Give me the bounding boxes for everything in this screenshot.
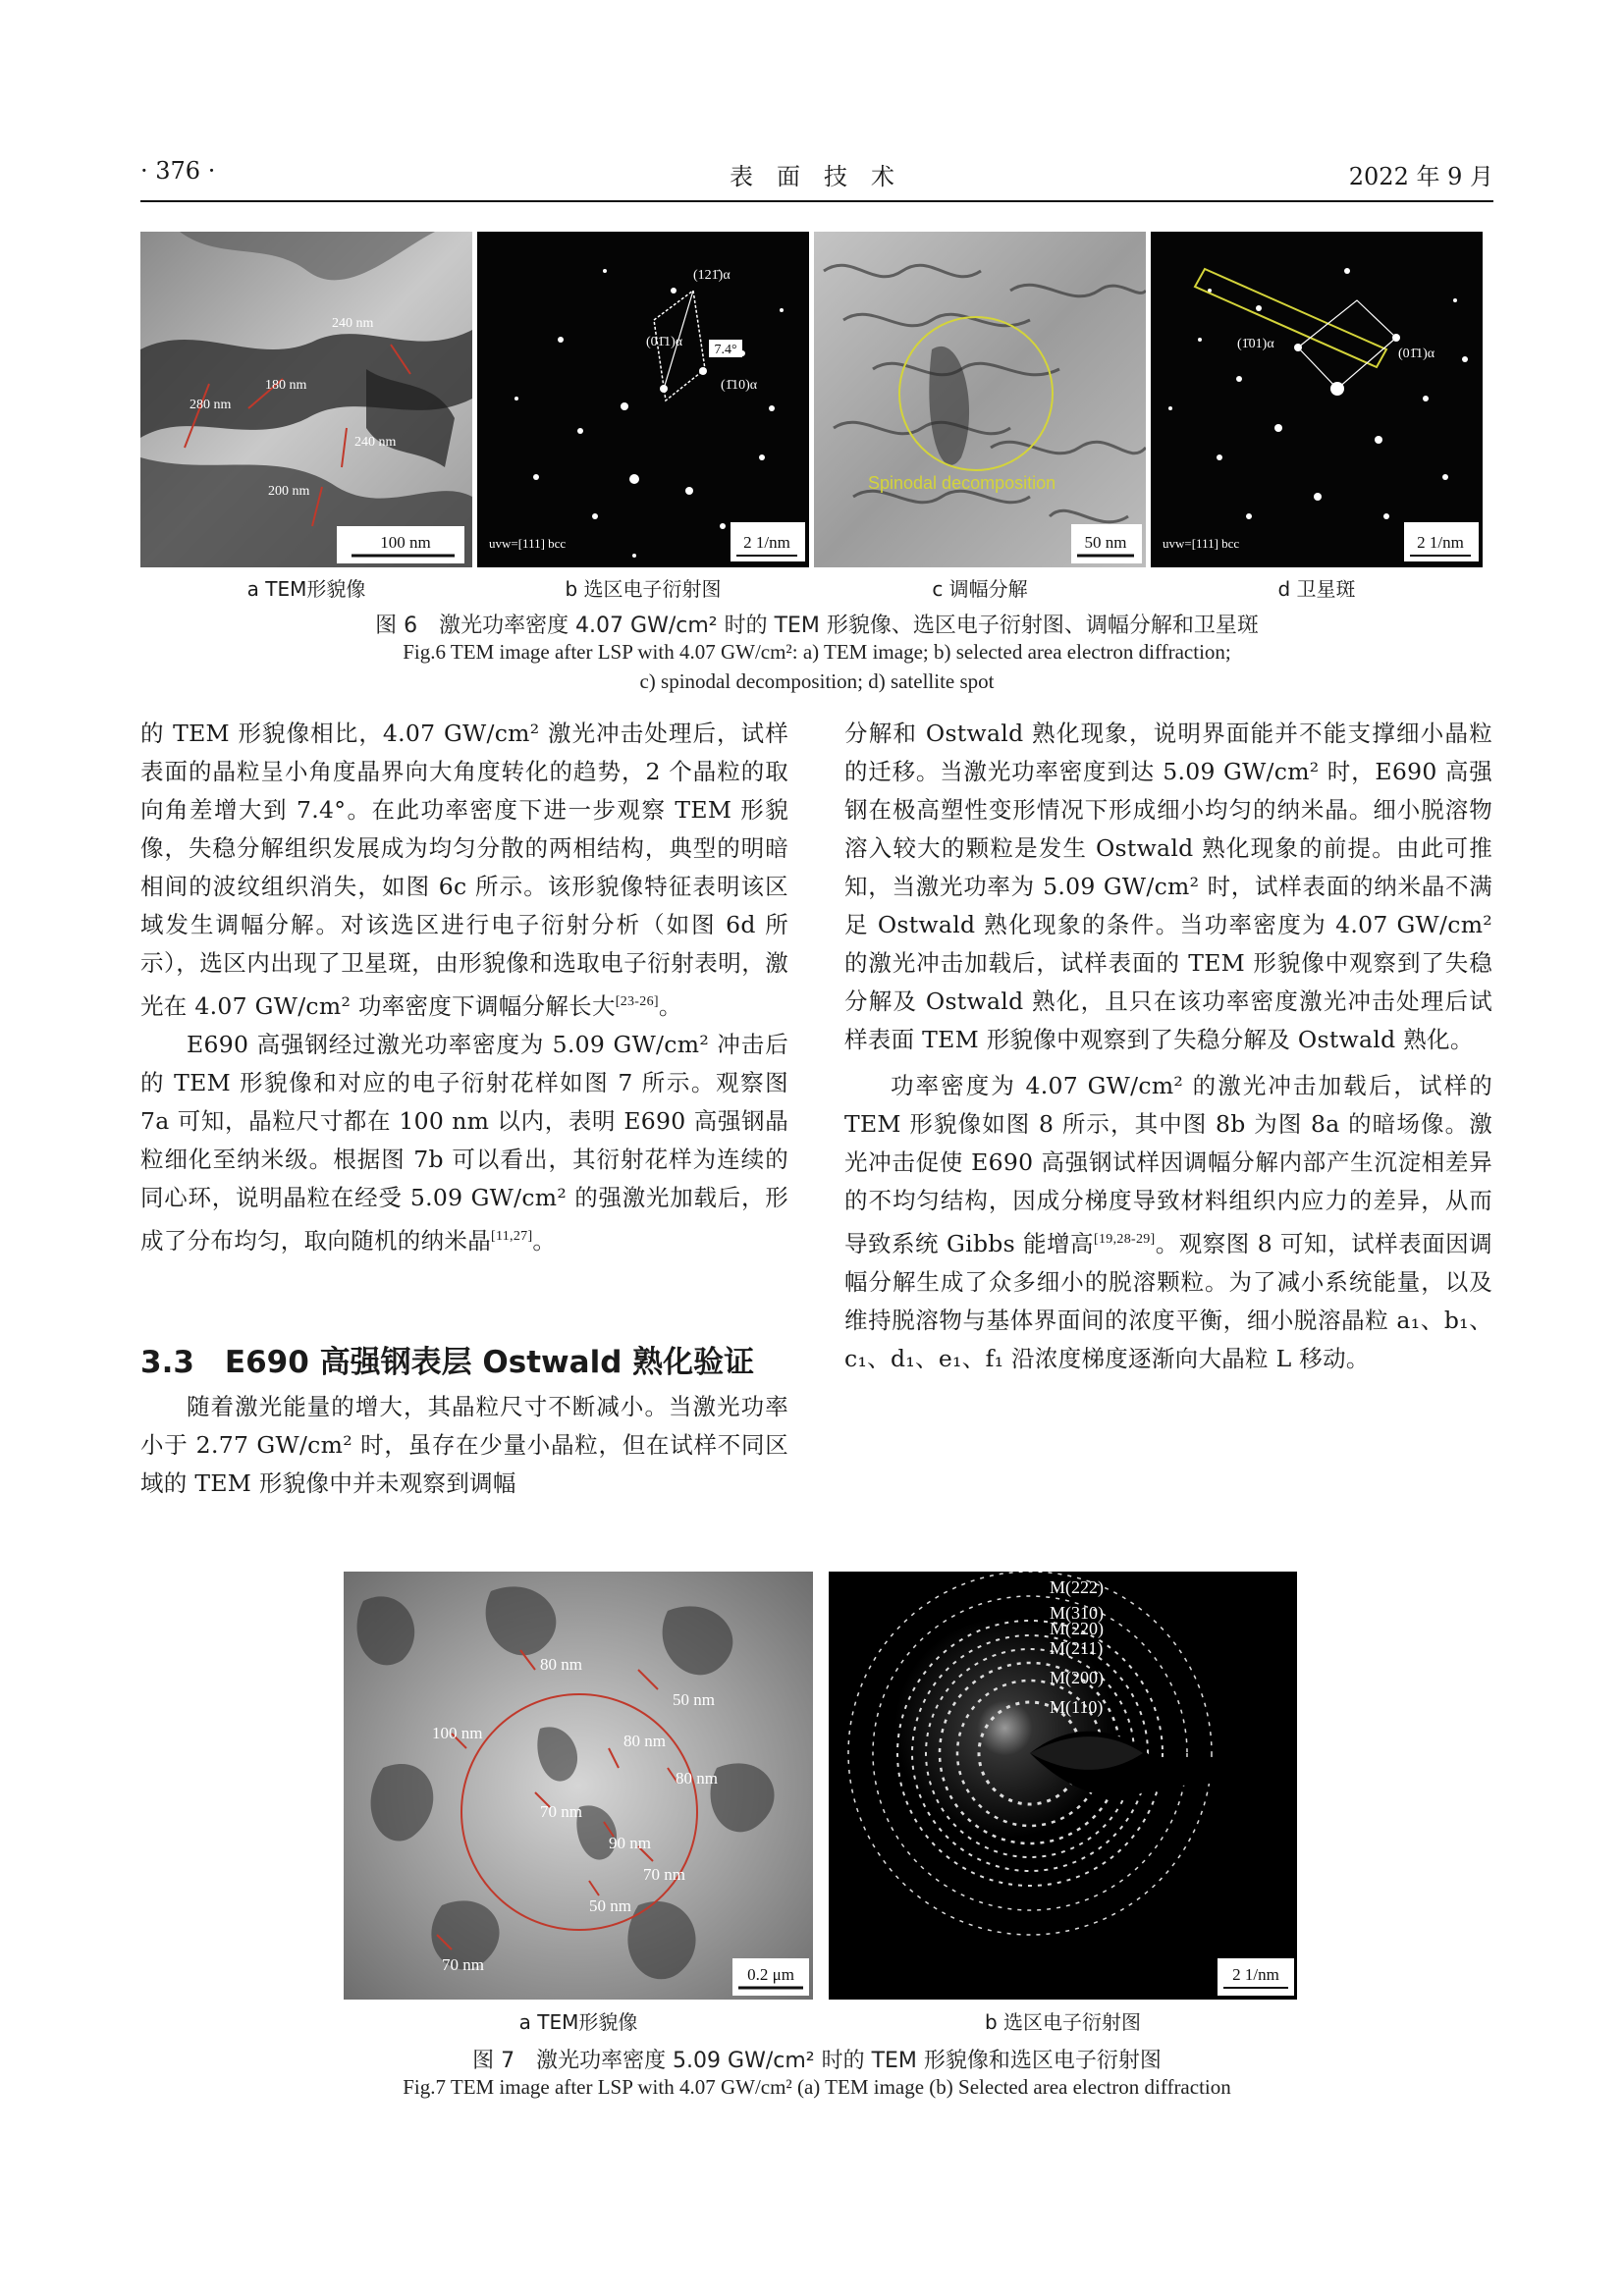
fig6-panel-a-tem-image bbox=[140, 232, 472, 567]
spinodal-annotation: Spinodal decomposition bbox=[868, 473, 1056, 493]
grain-size-label: 70 nm bbox=[442, 1955, 484, 1974]
page-number: · 376 · bbox=[140, 157, 216, 185]
grain-size-label: 280 nm bbox=[189, 398, 232, 412]
grain-size-label: 240 nm bbox=[332, 316, 374, 331]
fig6-panel-d-caption: d 卫星斑 bbox=[1277, 577, 1356, 601]
scale-label: 2 1/nm bbox=[1417, 533, 1464, 552]
fig7-panel-a-tem-image bbox=[344, 1572, 813, 2000]
grain-size-label: 200 nm bbox=[268, 484, 310, 499]
scale-label: 2 1/nm bbox=[1232, 1965, 1279, 1984]
scale-label: 50 nm bbox=[1084, 533, 1127, 552]
zone-axis: uvw=[111] bcc bbox=[1163, 536, 1240, 551]
grain-size-label: 50 nm bbox=[589, 1896, 631, 1915]
grain-size-label: 90 nm bbox=[609, 1834, 651, 1852]
fig7-caption-zh: 图 7 激光功率密度 5.09 GW/cm² 时的 TEM 形貌像和选区电子衍射图 bbox=[472, 2049, 1162, 2073]
spot-index: (1̄01)α bbox=[1237, 337, 1274, 351]
fig6-caption-en-line1: Fig.6 TEM image after LSP with 4.07 GW/cm²: a) TEM image; b) selected area electron diffraction; bbox=[403, 640, 1231, 664]
paragraph: 分解和 Ostwald 熟化现象，说明界面能并不能支撑细小晶粒的迁移。当激光功率密度到达 5.09 GW/cm² 时，E690 高强钢在极高塑性变形情况下形成细小均匀的纳米晶。细小脱溶物溶入较大的颗粒是发生 Ostwald 熟化现象的前提。由此可推知，当激光功率为 5.09 GW/cm² 时，试样表面的纳米晶不满足 Ostwald 熟化现象的条件。当功率密度为 4.07 GW/cm² 的激光冲击加载后，试样表面的 TEM 形貌像中观察到了失稳分解及 Ostwald 熟化，且只在该功率密度激光冲击处理后试样表面 TEM 形貌像中观察到了失稳分解及 Ostwald 熟化。 bbox=[844, 720, 1492, 1053]
paragraph: 随着激光能量的增大，其晶粒尺寸不断减小。当激光功率小于 2.77 GW/cm² 时，虽存在少量小晶粒，但在试样不同区域的 TEM 形貌像中并未观察到调幅 bbox=[140, 1393, 788, 1497]
fig6-panel-b-caption: b 选区电子衍射图 bbox=[565, 577, 722, 601]
fig7-panel-b-caption: b 选区电子衍射图 bbox=[984, 2010, 1142, 2034]
misorientation-angle: 7.4° bbox=[714, 343, 737, 357]
scale-label: 100 nm bbox=[380, 533, 431, 552]
grain-size-label: 70 nm bbox=[643, 1865, 685, 1884]
ring-index: M(220) bbox=[1050, 1619, 1104, 1638]
paragraph: E690 高强钢经过激光功率密度为 5.09 GW/cm² 冲击后的 TEM 形貌像和对应的电子衍射花样如图 7 所示。观察图 7a 可知，晶粒尺寸都在 100 nm 以内，表明 E690 高强钢晶粒细化至纳米级。根据图 7b 可以看出，其衍射花样为连续的同心环，说明晶粒在经受 5.09 GW/cm² 的强激光加载后，形成了分布均匀，取向随机的纳米晶[11,27]。 bbox=[140, 1030, 788, 1255]
ring-index: M(310) bbox=[1050, 1603, 1104, 1623]
left-column bbox=[140, 715, 788, 1260]
fig7-panel-b-diffraction bbox=[829, 1572, 1297, 2000]
scale-label: 0.2 μm bbox=[747, 1965, 794, 1984]
spot-index: (01̄1)α bbox=[646, 335, 683, 349]
section-heading: 3.3 E690 高强钢表层 Ostwald 熟化验证 bbox=[140, 1345, 755, 1380]
ring-index: M(222) bbox=[1050, 1577, 1104, 1597]
fig6-caption-zh: 图 6 激光功率密度 4.07 GW/cm² 时的 TEM 形貌像、选区电子衍射图、调幅分解和卫星斑 bbox=[375, 614, 1259, 638]
scale-label: 2 1/nm bbox=[743, 533, 790, 552]
fig6-panel-b-diffraction bbox=[477, 232, 809, 567]
fig6-panel-d-satellite bbox=[1151, 232, 1483, 567]
grain-size-label: 80 nm bbox=[540, 1655, 582, 1674]
spot-index: (01̄1)α bbox=[1398, 347, 1435, 361]
fig6-panel-c-spinodal bbox=[814, 232, 1146, 567]
fig7-panel-a-caption: a TEM形貌像 bbox=[518, 2010, 638, 2034]
ring-index: M(110) bbox=[1050, 1697, 1104, 1717]
ring-index: M(200) bbox=[1050, 1668, 1104, 1687]
issue-date: 2022 年 9 月 bbox=[1348, 163, 1493, 190]
grain-size-label: 80 nm bbox=[623, 1732, 666, 1750]
grain-size-label: 240 nm bbox=[354, 435, 397, 450]
grain-size-label: 180 nm bbox=[265, 378, 307, 393]
journal-title: 表 面 技 术 bbox=[730, 163, 894, 190]
header-rule bbox=[140, 200, 1493, 202]
grain-size-label: 70 nm bbox=[540, 1802, 582, 1821]
paragraph: 的 TEM 形貌像相比，4.07 GW/cm² 激光冲击处理后，试样表面的晶粒呈小角度晶界向大角度转化的趋势，2 个晶粒的取向角差增大到 7.4°。在此功率密度下进一步观察 TEM 形貌像，失稳分解组织发展成为均匀分散的两相结构，典型的明暗相间的波纹组织消失，如图 6c 所示。该形貌像特征表明该区域发生调幅分解。对该选区进行电子衍射分析（如图 6d 所示），选区内出现了卫星斑，由形貌像和选取电子衍射表明，激光在 4.07 GW/cm² 功率密度下调幅分解长大[23-26]。 bbox=[140, 720, 788, 1020]
zone-axis: uvw=[111] bcc bbox=[489, 536, 567, 551]
fig7-caption-en: Fig.7 TEM image after LSP with 4.07 GW/cm² (a) TEM image (b) Selected area electron diffraction bbox=[403, 2075, 1231, 2099]
right-column bbox=[844, 715, 1492, 1378]
paragraph: 功率密度为 4.07 GW/cm² 的激光冲击加载后，试样的 TEM 形貌像如图 8 所示，其中图 8b 为图 8a 的暗场像。激光冲击促使 E690 高强钢试样因调幅分解内部产生沉淀相差异的不均匀结构，因成分梯度导致材料组织内应力的差异，从而导致系统 Gibbs 能增高[19,28-29]。观察图 8 可知，试样表面因调幅分解生成了众多细小的脱溶颗粒。为了减小系统能量，以及维持脱溶物与基体界面间的浓度平衡，细小脱溶晶粒 a₁、b₁、c₁、d₁、e₁、f₁ 沿浓度梯度逐渐向大晶粒 L 移动。 bbox=[844, 1072, 1492, 1372]
ring-index: M(211) bbox=[1050, 1638, 1104, 1658]
spot-index: (121̄)α bbox=[693, 268, 731, 283]
grain-size-label: 80 nm bbox=[676, 1769, 718, 1788]
fig6-panel-a-caption: a TEM形貌像 bbox=[246, 577, 366, 601]
spot-index: (1̄10)α bbox=[721, 378, 758, 393]
fig6-panel-c-caption: c 调幅分解 bbox=[932, 577, 1028, 601]
grain-size-label: 100 nm bbox=[432, 1724, 483, 1742]
left-column-lower bbox=[140, 1388, 788, 1503]
fig6-caption-en-line2: c) spinodal decomposition; d) satellite spot bbox=[639, 669, 995, 693]
grain-size-label: 50 nm bbox=[673, 1690, 715, 1709]
